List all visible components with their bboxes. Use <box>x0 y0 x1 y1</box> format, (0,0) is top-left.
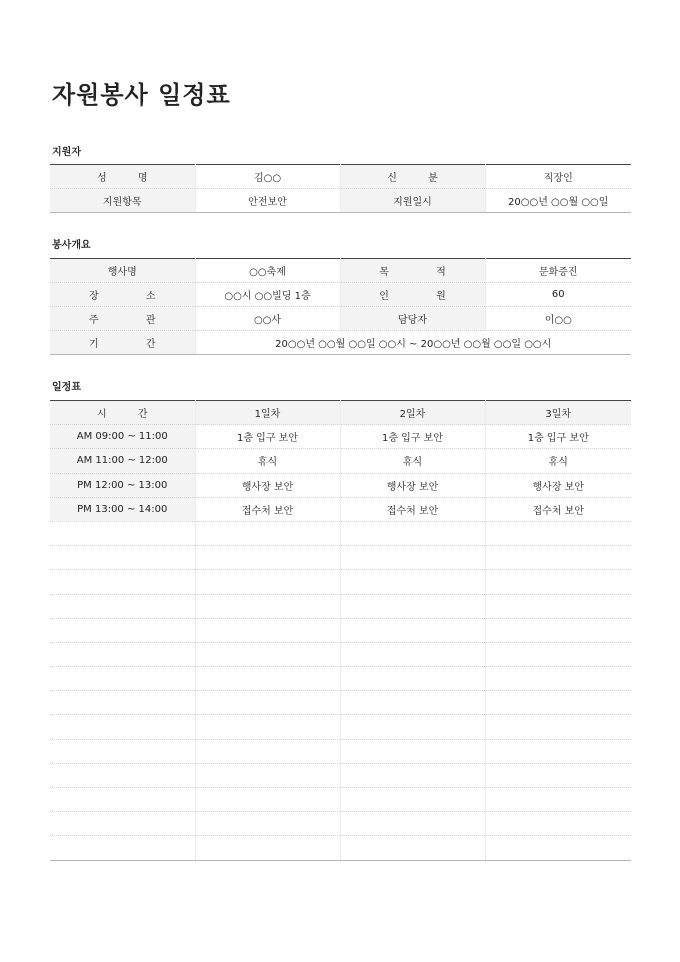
schedule-time-cell: AM 09:00 ~ 11:00 <box>50 425 195 449</box>
schedule-cell: 1층 입구 보안 <box>340 425 485 449</box>
empty-cell <box>195 546 340 570</box>
empty-cell <box>195 521 340 545</box>
empty-cell <box>195 594 340 618</box>
empty-table-row <box>50 594 631 618</box>
schedule-header-row <box>50 401 631 425</box>
empty-cell <box>50 715 195 739</box>
purpose-label: 목 적 <box>340 259 485 283</box>
table-row <box>50 473 631 497</box>
empty-cell <box>485 642 631 666</box>
empty-cell <box>50 739 195 763</box>
date-value: 20○○년 ○○월 ○○일 <box>485 189 631 213</box>
table-row <box>50 331 631 355</box>
empty-table-row <box>50 836 631 860</box>
table-row <box>50 449 631 473</box>
empty-cell <box>195 788 340 812</box>
schedule-cell: 휴식 <box>340 449 485 473</box>
empty-cell <box>340 546 485 570</box>
empty-cell <box>340 812 485 836</box>
empty-cell <box>50 788 195 812</box>
empty-cell <box>195 763 340 787</box>
status-label: 신 분 <box>340 165 485 189</box>
empty-cell <box>50 618 195 642</box>
empty-cell <box>485 691 631 715</box>
empty-table-row <box>50 570 631 594</box>
empty-cell <box>195 691 340 715</box>
people-value: 60 <box>485 283 631 307</box>
schedule-cell: 접수처 보안 <box>195 497 340 521</box>
empty-cell <box>485 667 631 691</box>
schedule-cell: 1층 입구 보안 <box>485 425 631 449</box>
category-label: 지원항목 <box>50 189 195 213</box>
empty-cell <box>50 546 195 570</box>
empty-table-row <box>50 667 631 691</box>
empty-cell <box>340 836 485 860</box>
empty-cell <box>50 812 195 836</box>
schedule-cell: 접수처 보안 <box>485 497 631 521</box>
empty-cell <box>340 715 485 739</box>
empty-cell <box>485 836 631 860</box>
empty-cell <box>485 788 631 812</box>
empty-cell <box>340 642 485 666</box>
host-value: ○○사 <box>195 307 340 331</box>
schedule-column-header: 시 간 <box>50 401 195 425</box>
empty-cell <box>195 715 340 739</box>
empty-table-row <box>50 788 631 812</box>
empty-table-row <box>50 715 631 739</box>
table-row <box>50 497 631 521</box>
empty-cell <box>50 594 195 618</box>
empty-cell <box>50 642 195 666</box>
schedule-table <box>50 400 631 861</box>
schedule-column-header: 3일차 <box>485 401 631 425</box>
schedule-cell: 휴식 <box>195 449 340 473</box>
empty-cell <box>195 836 340 860</box>
empty-cell <box>485 812 631 836</box>
name-value: 김○○ <box>195 165 340 189</box>
schedule-time-cell: PM 13:00 ~ 14:00 <box>50 497 195 521</box>
table-row <box>50 165 631 189</box>
empty-table-row <box>50 618 631 642</box>
empty-cell <box>340 570 485 594</box>
empty-cell <box>340 618 485 642</box>
empty-cell <box>485 715 631 739</box>
period-label: 기 간 <box>50 331 195 355</box>
empty-table-row <box>50 642 631 666</box>
schedule-section-heading: 일정표 <box>52 382 81 393</box>
empty-table-row <box>50 739 631 763</box>
schedule-cell: 접수처 보안 <box>340 497 485 521</box>
event-value: ○○축제 <box>195 259 340 283</box>
empty-table-row <box>50 546 631 570</box>
empty-cell <box>195 812 340 836</box>
overview-table <box>50 258 631 355</box>
schedule-column-header: 1일차 <box>195 401 340 425</box>
applicant-table <box>50 164 631 213</box>
empty-table-row <box>50 521 631 545</box>
applicant-section-heading: 지원자 <box>52 147 81 158</box>
empty-cell <box>50 691 195 715</box>
empty-cell <box>340 739 485 763</box>
empty-cell <box>340 691 485 715</box>
empty-cell <box>50 521 195 545</box>
empty-cell <box>485 739 631 763</box>
schedule-cell: 1층 입구 보안 <box>195 425 340 449</box>
empty-cell <box>50 570 195 594</box>
purpose-value: 문화증진 <box>485 259 631 283</box>
empty-cell <box>485 546 631 570</box>
schedule-time-cell: PM 12:00 ~ 13:00 <box>50 473 195 497</box>
table-row <box>50 425 631 449</box>
empty-cell <box>50 836 195 860</box>
schedule-cell: 행사장 보안 <box>485 473 631 497</box>
empty-cell <box>485 570 631 594</box>
date-label: 지원일시 <box>340 189 485 213</box>
name-label: 성 명 <box>50 165 195 189</box>
empty-cell <box>485 618 631 642</box>
event-label: 행사명 <box>50 259 195 283</box>
empty-cell <box>340 763 485 787</box>
empty-table-row <box>50 691 631 715</box>
manager-label: 담당자 <box>340 307 485 331</box>
place-value: ○○시 ○○빌딩 1층 <box>195 283 340 307</box>
period-value: 20○○년 ○○월 ○○일 ○○시 ~ 20○○년 ○○월 ○○일 ○○시 <box>195 331 631 355</box>
schedule-time-cell: AM 11:00 ~ 12:00 <box>50 449 195 473</box>
empty-cell <box>485 763 631 787</box>
empty-cell <box>195 667 340 691</box>
people-label: 인 원 <box>340 283 485 307</box>
empty-cell <box>195 570 340 594</box>
schedule-cell: 행사장 보안 <box>340 473 485 497</box>
place-label: 장 소 <box>50 283 195 307</box>
table-row <box>50 307 631 331</box>
empty-cell <box>340 594 485 618</box>
empty-cell <box>195 618 340 642</box>
page-title: 자원봉사 일정표 <box>52 81 231 109</box>
table-row <box>50 189 631 213</box>
empty-cell <box>340 788 485 812</box>
table-row <box>50 283 631 307</box>
empty-cell <box>340 521 485 545</box>
schedule-cell: 행사장 보안 <box>195 473 340 497</box>
empty-cell <box>485 594 631 618</box>
empty-cell <box>195 739 340 763</box>
empty-cell <box>50 763 195 787</box>
status-value: 직장인 <box>485 165 631 189</box>
empty-cell <box>195 642 340 666</box>
manager-value: 이○○ <box>485 307 631 331</box>
empty-cell <box>340 667 485 691</box>
category-value: 안전보안 <box>195 189 340 213</box>
empty-cell <box>50 667 195 691</box>
host-label: 주 관 <box>50 307 195 331</box>
schedule-column-header: 2일차 <box>340 401 485 425</box>
schedule-cell: 휴식 <box>485 449 631 473</box>
empty-cell <box>485 521 631 545</box>
empty-table-row <box>50 812 631 836</box>
overview-section-heading: 봉사개요 <box>52 240 91 251</box>
table-row <box>50 259 631 283</box>
empty-table-row <box>50 763 631 787</box>
